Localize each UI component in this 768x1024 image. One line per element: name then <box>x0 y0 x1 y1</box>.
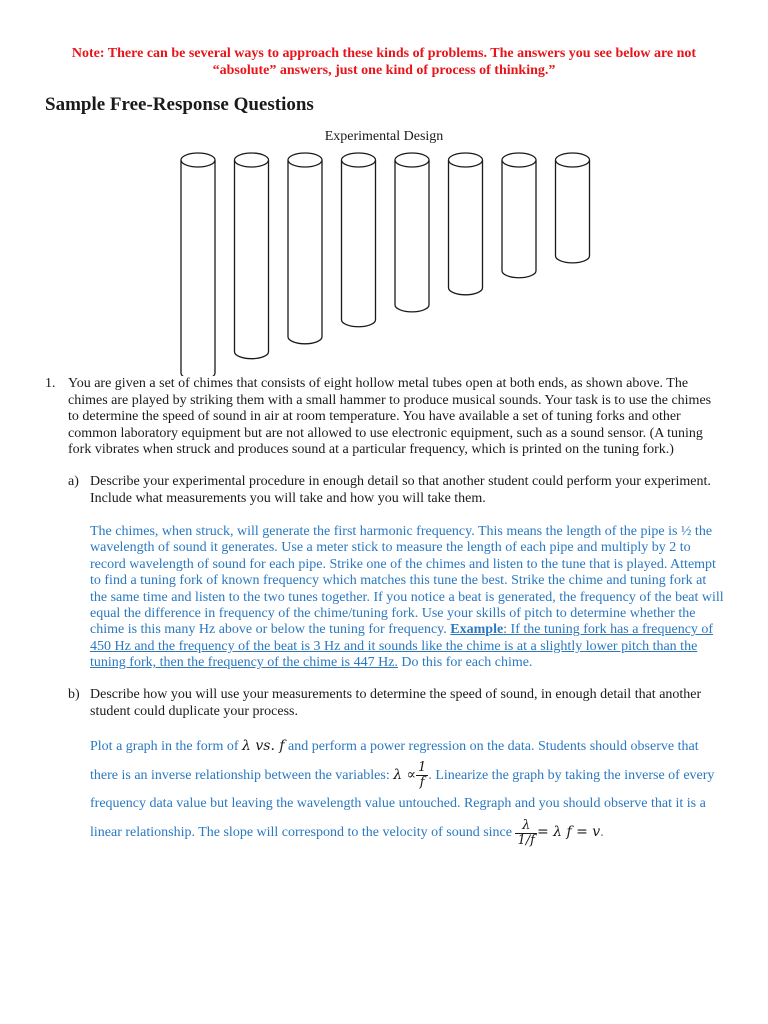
chime-tube-8 <box>556 153 590 263</box>
part-a-label: a) <box>68 474 79 489</box>
figure-caption: Experimental Design <box>324 129 444 144</box>
question-1 <box>45 376 725 459</box>
math-proportional: λ ∝ <box>393 767 417 783</box>
chime-tube-6 <box>449 153 483 295</box>
part-a-answer-tail: Do this for each chime. <box>397 655 533 671</box>
chime-tube-5 <box>395 153 429 312</box>
part-b-label: b) <box>68 687 80 702</box>
part-b-answer-1: Plot a graph in the form of <box>90 739 243 754</box>
part-b-answer <box>90 732 726 848</box>
part-a-prompt: Describe your experimental procedure in enough detail so that another student could perform your experiment. Include what measurements you will take and how you will take them. <box>90 474 711 506</box>
question-text: You are given a set of chimes that consists of eight hollow metal tubes open at both ends, as shown above. The chimes are played by striking them with a small hammer to produce musical sounds. Your task is to use the chimes to determine the speed of sound in air at room temperature. You have available a set of tuning forks and other common laboratory equipment but are not allowed to use electronic equipment, such as a sound sensor. (A tuning fork vibrates when struck and produces sound at a particular frequency, which is printed on the tuning fork.) <box>68 376 712 457</box>
chime-tube-4 <box>342 153 376 327</box>
part-b-answer-4: . <box>600 825 604 841</box>
fraction-1-numerator: 1 <box>418 760 427 776</box>
chime-tube-2 <box>235 153 269 359</box>
fraction-2-denominator: 1/f <box>517 832 535 848</box>
math-lambda-vs-f: λ vs. f <box>242 738 285 754</box>
fraction-lambda-over-inverse-f <box>515 819 536 848</box>
chimes-figure <box>170 148 600 376</box>
math-velocity-equation: = λ f = v <box>536 824 601 841</box>
chime-tube-1 <box>181 153 215 376</box>
part-b-answer-3: . Linearize the graph by taking the inverse of every frequency data value but leaving the wavelength value untouched. Regraph and you should observe that it is a linear relationship. The slope will correspond to the velocity of sound since <box>90 768 715 841</box>
chime-tube-7 <box>502 153 536 278</box>
fraction-2-numerator: λ <box>515 819 536 834</box>
page-title: Sample Free-Response Questions <box>45 94 314 115</box>
part-b-answer-2: and perform a power regression on the data. Students should observe that there is an inverse relationship between the variables: <box>90 739 699 783</box>
chime-tube-3 <box>288 153 322 344</box>
question-number: 1. <box>45 376 56 391</box>
part-b-prompt: Describe how you will use your measurements to determine the speed of sound, in enough detail that another student could duplicate your process. <box>90 687 702 719</box>
example-text: : If the tuning fork has a frequency of 450 Hz and the frequency of the beat is 3 Hz and it sounds like the chime is at a slightly lower pitch than the tuning fork, then the frequency of the chime is 447 Hz. <box>90 622 714 671</box>
example-label: Example <box>450 622 504 638</box>
part-a-answer <box>90 524 726 672</box>
part-b <box>68 687 728 720</box>
fraction-one-over-f <box>416 761 428 790</box>
part-a <box>68 474 728 507</box>
note-banner: Note: There can be several ways to approach these kinds of problems. The answers you see below are not “absolute” answers, just one kind of process of thinking.” <box>71 46 697 78</box>
part-a-answer-lead: The chimes, when struck, will generate the first harmonic frequency. This means the length of the pipe is ½ the wavelength of sound it generates. Use a meter stick to measure the length of each pipe and multiply by 2 to record wavelength of sound for each pipe. Strike one of the chimes and listen to the tune that is played. Attempt to find a tuning fork of known frequency which matches this tune the best. Strike the chime and tuning fork at the same time and listen to the two tunes together. If you notice a beat is generated, the frequency of the beat will equal the difference in frequency of the chime/tuning fork. Use your skills of pitch to determine whether the chime is this many Hz above or below the tuning for frequency. <box>90 524 724 638</box>
fraction-1-denominator: f <box>419 775 425 791</box>
